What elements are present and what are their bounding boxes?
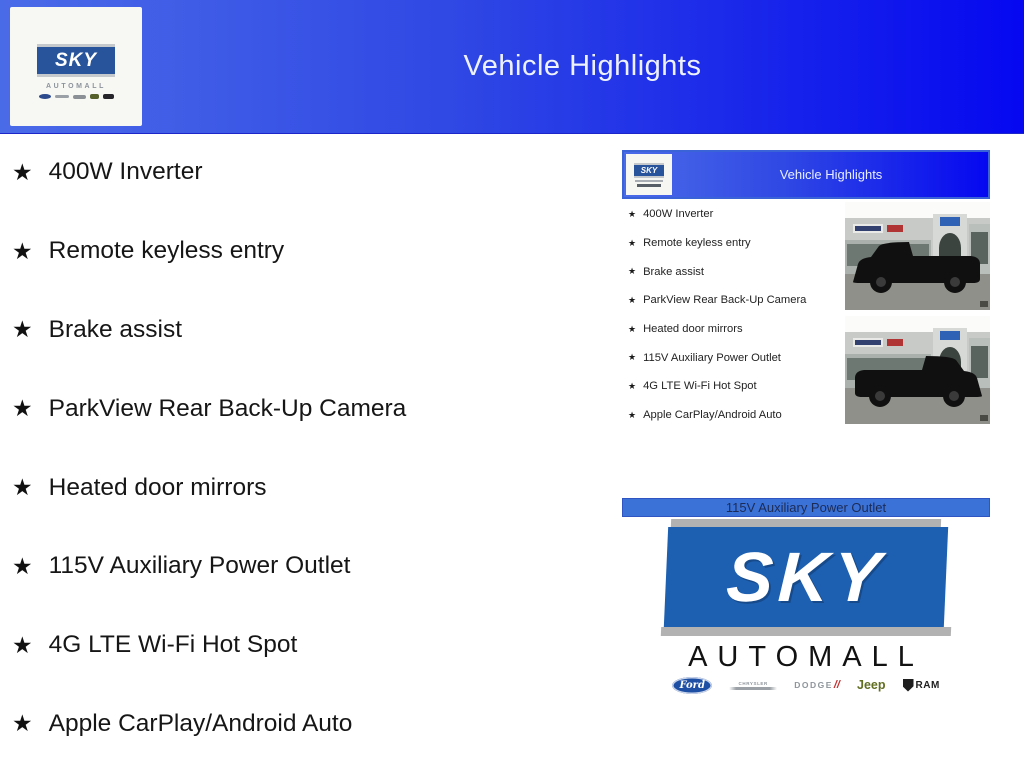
feature-panel-title: 115V Auxiliary Power Outlet xyxy=(725,500,887,515)
feature-item xyxy=(12,291,406,370)
feature-item xyxy=(12,133,406,212)
feature-item xyxy=(12,448,406,527)
thumbnail-feature-item xyxy=(628,200,806,229)
brand-chrysler xyxy=(729,681,777,690)
brand-label: CHRYSLER xyxy=(738,680,768,686)
sky-logo xyxy=(664,527,948,627)
star-bullet-icon: ★ xyxy=(628,323,637,334)
feature-item xyxy=(12,606,406,685)
star-bullet-icon: ★ xyxy=(12,474,33,501)
feature-item xyxy=(12,212,406,291)
thumbnail-header xyxy=(622,150,990,199)
feature-label: Apple CarPlay/Android Auto xyxy=(643,409,782,422)
feature-label: Brake assist xyxy=(48,315,183,343)
vehicle-photo-rear xyxy=(844,316,991,424)
thumbnail-title: Vehicle Highlights xyxy=(779,167,883,182)
brand-jeep xyxy=(857,678,886,692)
star-bullet-icon: ★ xyxy=(628,208,637,219)
feature-label: ParkView Rear Back-Up Camera xyxy=(643,294,807,307)
thumbnail-feature-item xyxy=(628,229,806,258)
feature-label: Remote keyless entry xyxy=(643,237,751,250)
logo-bottom-bar xyxy=(661,627,951,636)
star-bullet-icon: ★ xyxy=(12,395,33,422)
star-bullet-icon: ★ xyxy=(628,409,637,420)
thumbnail-feature-list xyxy=(628,200,806,430)
brand-ram xyxy=(903,679,940,692)
thumbnail-feature-item xyxy=(628,343,806,372)
star-bullet-icon: ★ xyxy=(12,552,33,579)
feature-item xyxy=(12,369,406,448)
brand-label: DODGE xyxy=(794,680,833,690)
thumbnail-feature-item xyxy=(628,315,806,344)
slide-thumbnail xyxy=(622,150,990,425)
feature-item xyxy=(12,685,406,764)
thumbnail-feature-item xyxy=(628,372,806,401)
star-bullet-icon: ★ xyxy=(628,352,637,363)
thumbnail-feature-item xyxy=(628,257,806,286)
feature-label: Brake assist xyxy=(643,265,705,278)
feature-item xyxy=(12,527,406,606)
feature-label: 115V Auxiliary Power Outlet xyxy=(643,351,781,364)
sky-logo-icon: SKY xyxy=(634,163,664,178)
thumbnail-feature-item xyxy=(628,286,806,315)
star-bullet-icon: ★ xyxy=(12,710,33,737)
feature-label: 4G LTE Wi-Fi Hot Spot xyxy=(643,380,757,393)
feature-label: Apple CarPlay/Android Auto xyxy=(48,709,353,737)
star-bullet-icon: ★ xyxy=(12,158,33,185)
feature-label: Remote keyless entry xyxy=(48,237,285,265)
star-bullet-icon: ★ xyxy=(12,316,33,343)
star-bullet-icon: ★ xyxy=(628,266,637,277)
brand-ford xyxy=(672,677,712,694)
thumbnail-logo xyxy=(626,154,672,195)
star-bullet-icon: ★ xyxy=(12,631,33,658)
feature-label: ParkView Rear Back-Up Camera xyxy=(48,394,407,422)
brand-marks-icon xyxy=(37,94,116,99)
star-bullet-icon: ★ xyxy=(628,380,637,391)
logo-top-bar xyxy=(671,519,941,527)
ram-shield-icon xyxy=(903,679,914,692)
sky-logo-text: SKY xyxy=(724,538,888,616)
automall-label: AUTOMALL xyxy=(688,641,924,673)
vehicle-photo-side xyxy=(844,202,991,310)
brand-logos-row xyxy=(622,672,990,698)
star-bullet-icon: ★ xyxy=(12,237,33,264)
dealership-logo xyxy=(10,7,142,126)
star-bullet-icon: ★ xyxy=(628,237,637,248)
thumbnail-feature-item xyxy=(628,401,806,430)
feature-label: Heated door mirrors xyxy=(643,323,743,336)
feature-label: 115V Auxiliary Power Outlet xyxy=(48,552,351,580)
feature-label: Heated door mirrors xyxy=(48,473,267,501)
slide-header xyxy=(0,0,1024,134)
feature-label: 4G LTE Wi-Fi Hot Spot xyxy=(48,631,298,659)
page-title: Vehicle Highlights xyxy=(463,50,702,82)
star-bullet-icon: ★ xyxy=(628,294,637,305)
brand-accent-slashes: // xyxy=(833,679,840,691)
automall-label: AUTOMALL xyxy=(46,83,106,90)
feature-label: 400W Inverter xyxy=(48,158,203,186)
brand-label: Jeep xyxy=(857,678,886,692)
brand-label: RAM xyxy=(915,679,940,691)
feature-panel-header xyxy=(622,498,990,517)
automall-mark xyxy=(635,180,663,182)
sky-logo-icon: SKY xyxy=(37,44,115,77)
feature-list xyxy=(12,133,406,763)
brand-dodge xyxy=(794,679,840,691)
brand-label: Ford xyxy=(679,679,705,691)
brand-marks-icon xyxy=(637,184,661,187)
feature-label: 400W Inverter xyxy=(643,208,714,221)
